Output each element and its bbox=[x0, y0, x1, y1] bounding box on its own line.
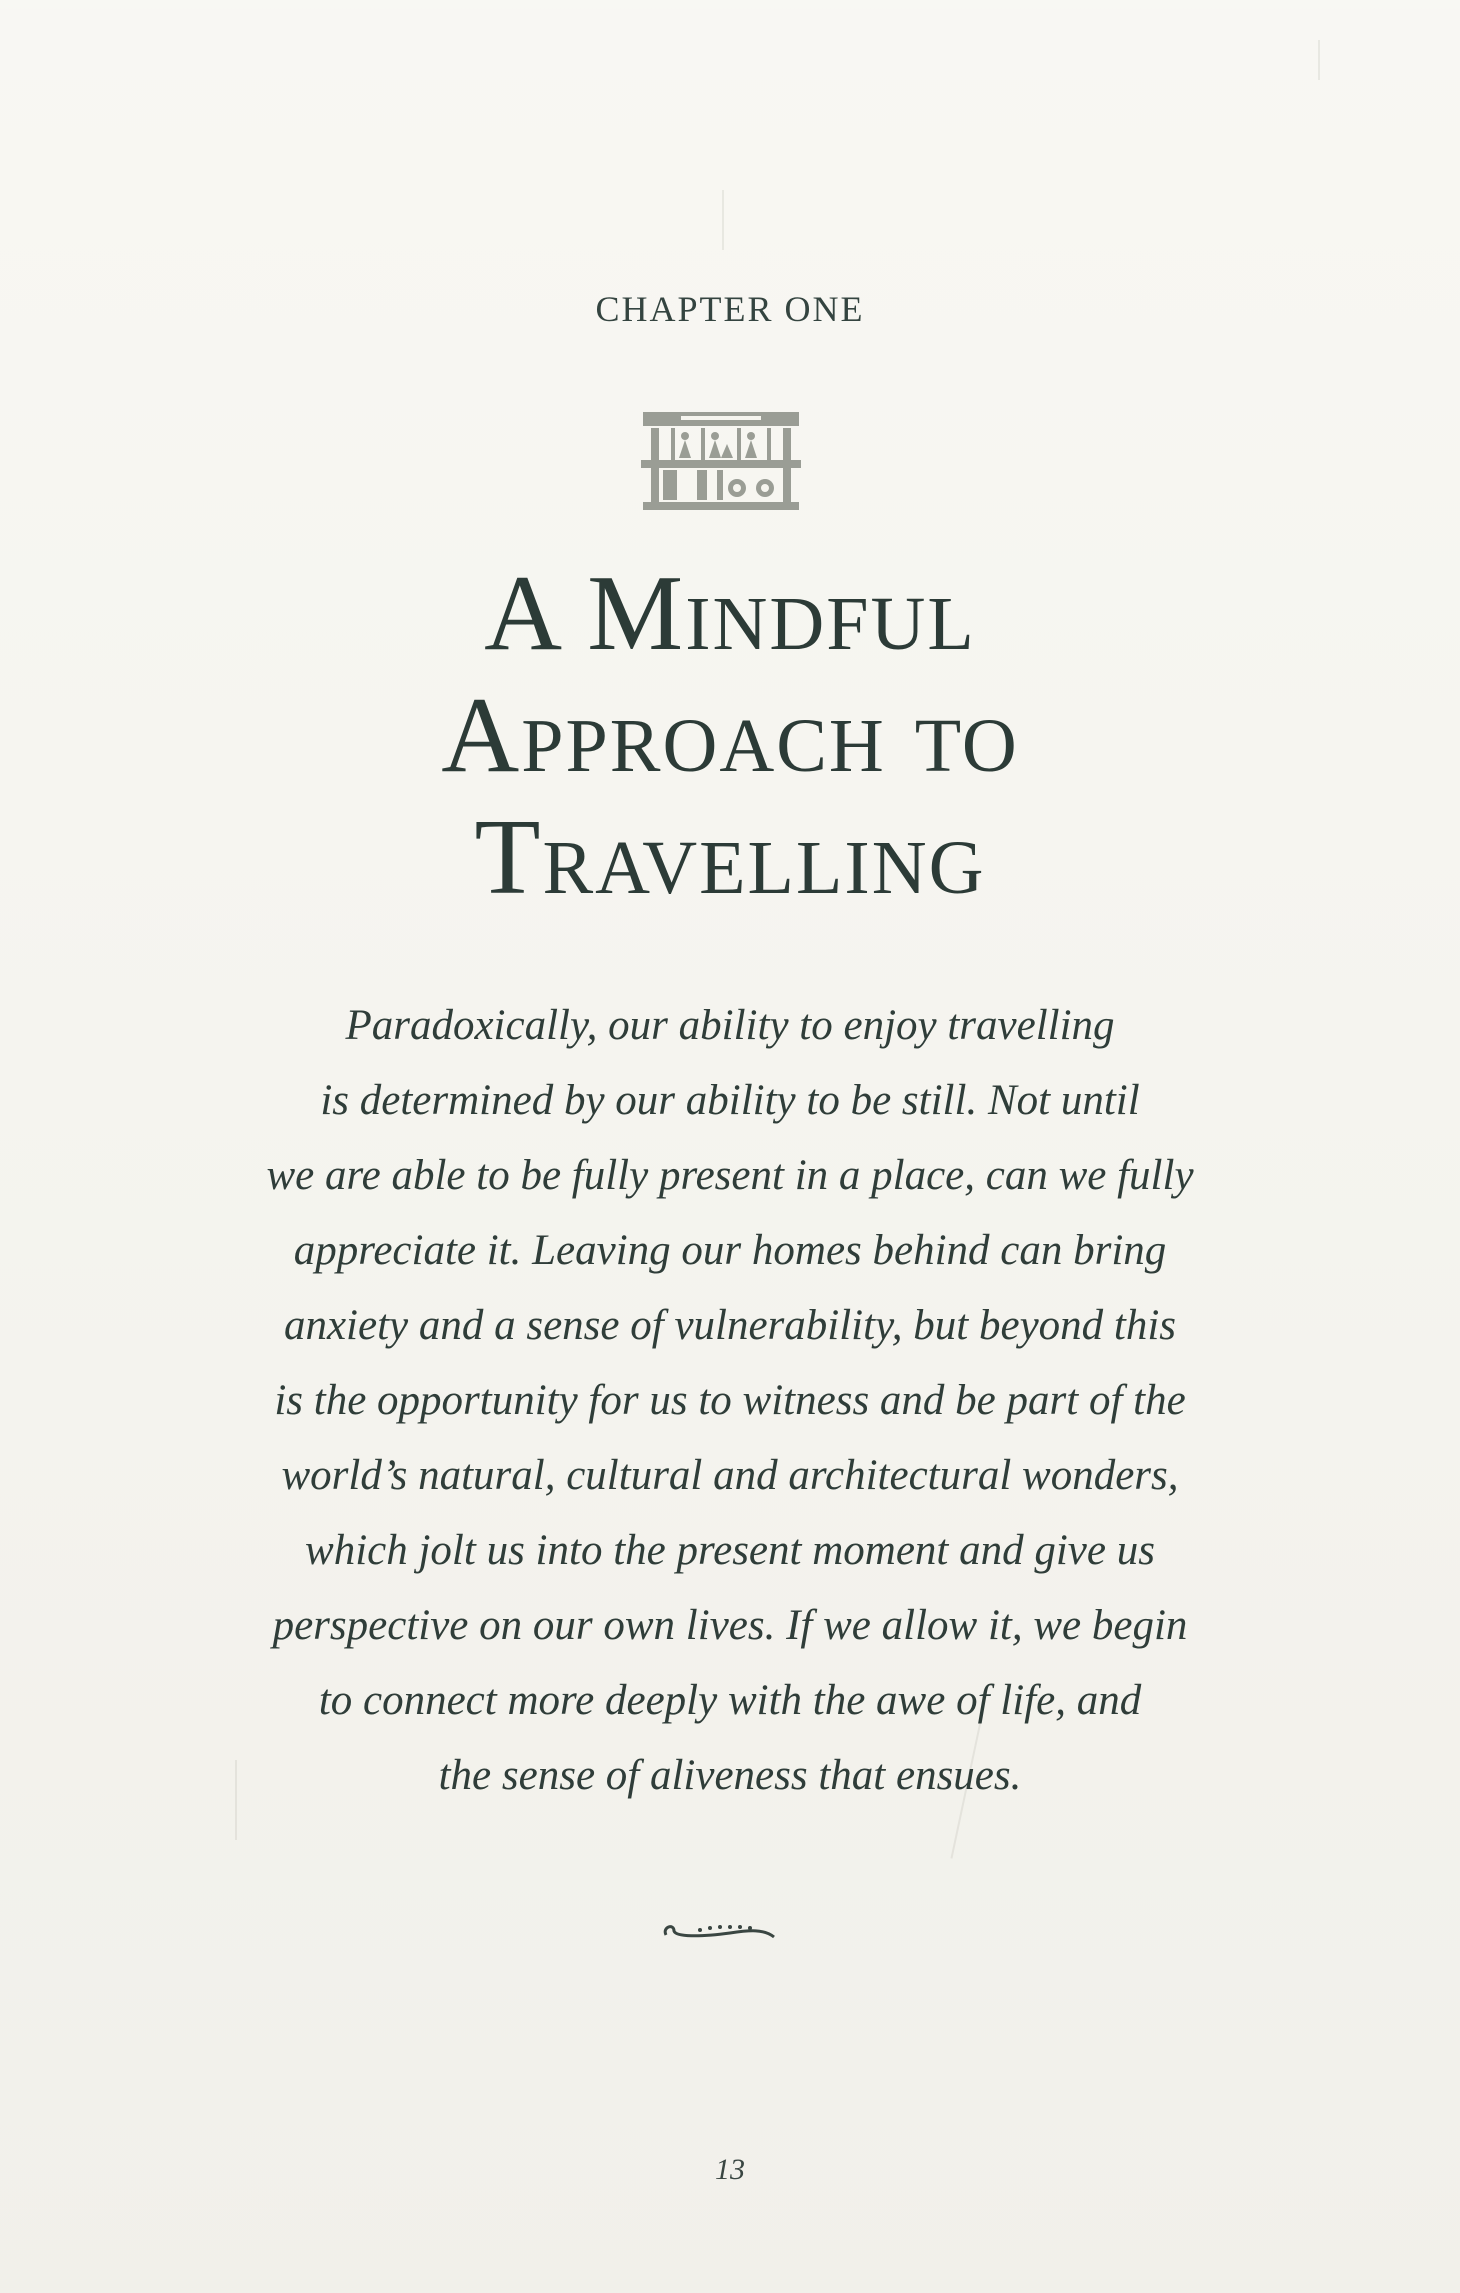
paragraph-line: which jolt us into the present moment and give us bbox=[305, 1527, 1155, 1574]
paragraph-line: we are able to be fully present in a place, can we fully bbox=[266, 1152, 1194, 1199]
chapter-label: CHAPTER ONE bbox=[595, 289, 865, 329]
paper-mark bbox=[722, 190, 724, 250]
title-line: Approach to bbox=[441, 676, 1019, 795]
paragraph-line: perspective on our own lives. If we allow it, we begin bbox=[272, 1602, 1188, 1649]
paragraph-line: is the opportunity for us to witness and be part of the bbox=[274, 1377, 1186, 1424]
paragraph-line: appreciate it. Leaving our homes behind can bring bbox=[293, 1227, 1167, 1274]
paragraph-line: is determined by our ability to be still. Not until bbox=[320, 1077, 1140, 1124]
intro-paragraph bbox=[180, 988, 1280, 1813]
decorative-swash-icon bbox=[660, 1915, 780, 1945]
decorative-frieze-icon bbox=[641, 410, 801, 520]
paragraph-line: anxiety and a sense of vulnerability, but beyond this bbox=[283, 1302, 1177, 1349]
paragraph-line: the sense of aliveness that ensues. bbox=[438, 1752, 1022, 1799]
page-number: 13 bbox=[715, 2153, 745, 2186]
paragraph-line: world’s natural, cultural and architectural wonders, bbox=[281, 1452, 1179, 1499]
paper-mark bbox=[1318, 40, 1320, 80]
paragraph-line: to connect more deeply with the awe of life, and bbox=[318, 1677, 1142, 1724]
paragraph-line: Paradoxically, our ability to enjoy travelling bbox=[345, 1002, 1115, 1049]
title-line: Travelling bbox=[474, 798, 986, 917]
chapter-title bbox=[0, 554, 1460, 926]
title-line: A Mindful bbox=[484, 554, 976, 673]
